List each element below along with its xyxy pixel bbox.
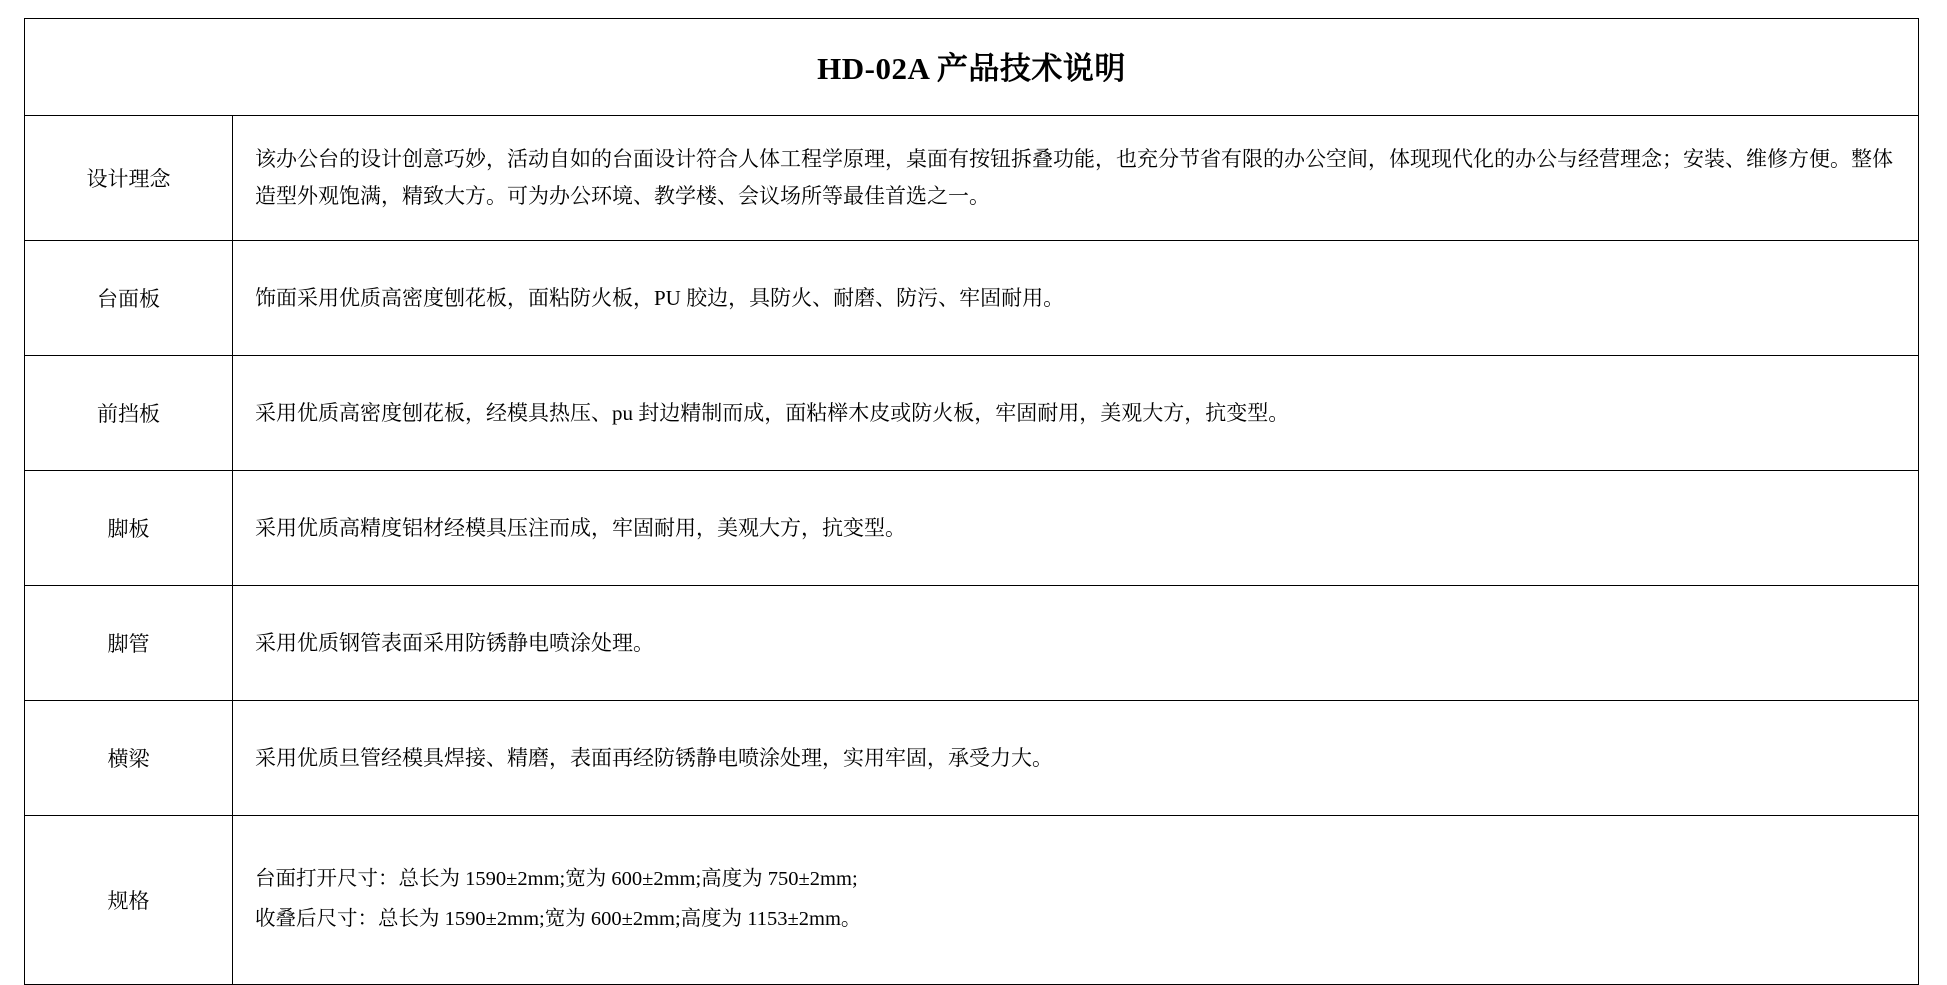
row-label-specifications: 规格 [25,816,233,985]
spec-line-folded-dimensions: 收叠后尺寸：总长为 1590±2mm;宽为 600±2mm;高度为 1153±2mm。 [255,908,862,930]
table-row [25,241,1919,356]
row-content-design-concept: 该办公台的设计创意巧妙，活动自如的台面设计符合人体工程学原理，桌面有按钮拆叠功能，也充分节省有限的办公空间，体现现代化的办公与经营理念；安装、维修方便。整体造型外观饱满，精致大方。可为办公环境、教学楼、会议场所等最佳首选之一。 [233,116,1919,241]
row-label-front-panel: 前挡板 [25,356,233,471]
product-spec-table [24,18,1919,985]
table-row [25,356,1919,471]
row-content-specifications [233,816,1919,985]
row-content-table-top: 饰面采用优质高密度刨花板，面粘防火板，PU 胶边，具防火、耐磨、防污、牢固耐用。 [233,241,1919,356]
table-row [25,586,1919,701]
row-content-foot-tube: 采用优质钢管表面采用防锈静电喷涂处理。 [233,586,1919,701]
row-content-foot-plate: 采用优质高精度铝材经模具压注而成，牢固耐用，美观大方，抗变型。 [233,471,1919,586]
page-title: HD-02A 产品技术说明 [25,19,1919,116]
row-label-cross-beam: 横梁 [25,701,233,816]
row-content-front-panel: 采用优质高密度刨花板，经模具热压、pu 封边精制而成，面粘榉木皮或防火板，牢固耐用，美观大方，抗变型。 [233,356,1919,471]
row-label-foot-plate: 脚板 [25,471,233,586]
table-row [25,116,1919,241]
row-label-foot-tube: 脚管 [25,586,233,701]
row-label-design-concept: 设计理念 [25,116,233,241]
row-label-table-top: 台面板 [25,241,233,356]
spec-line-open-dimensions: 台面打开尺寸：总长为 1590±2mm;宽为 600±2mm;高度为 750±2mm; [255,868,858,891]
table-row [25,471,1919,586]
table-row [25,701,1919,816]
row-content-cross-beam: 采用优质旦管经模具焊接、精磨，表面再经防锈静电喷涂处理，实用牢固，承受力大。 [233,701,1919,816]
table-row-title [25,19,1919,116]
table-row [25,816,1919,985]
